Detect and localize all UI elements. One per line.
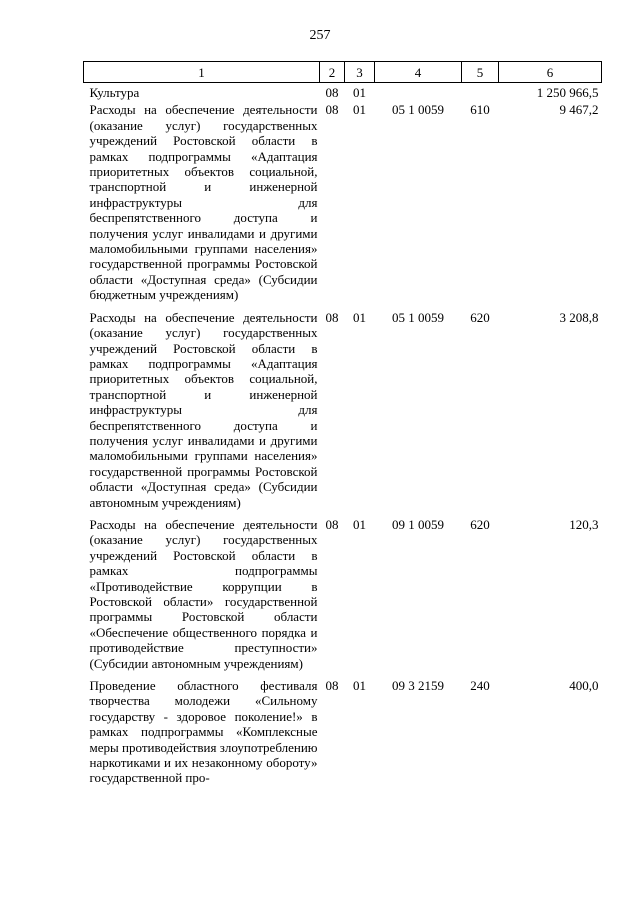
- row-section: 08: [325, 85, 339, 100]
- row-section: 08: [325, 516, 339, 532]
- row-description: Расходы на обеспечение деятельности (оказание услуг) государственных учреждений Ростовской области в рамках подпрограммы «Адаптация приоритетных объектов социальной, транспортной и инженерной инфраструктуры для беспрепятственного доступа и получения услуг инвалидами и другими маломобильными группами населения» государственной программы Ростовской области «Доступная среда» (Субсидии бюджетным учреждениям): [89, 102, 318, 303]
- row-expense-type: 620: [470, 309, 490, 325]
- row-target-article: 09 3 2159: [392, 678, 444, 694]
- table-row: [84, 310, 602, 517]
- header-col-6: 6: [499, 62, 602, 83]
- row-amount: 3 208,8: [559, 309, 599, 325]
- row-subsection: 01: [353, 309, 366, 325]
- row-subsection: 01: [353, 516, 366, 532]
- row-description: Проведение областного фестиваля творчества молодежи «Сильному государству - здоровое поколение!» в рамках подпрограммы «Комплексные меры противодействия злоупотреблению наркотиками и их незаконному обороту» государственной про-: [89, 678, 318, 786]
- row-subsection: 01: [353, 85, 366, 100]
- row-section: 08: [325, 102, 339, 118]
- row-amount: 400,0: [569, 678, 599, 694]
- header-col-5: 5: [462, 62, 499, 83]
- row-expense-type: [462, 83, 499, 103]
- row-description: Расходы на обеспечение деятельности (оказание услуг) государственных учреждений Ростовской области в рамках подпрограммы «Противодействие коррупции в Ростовской области» государственной программы Ростовской области «Обеспечение общественного порядка и противодействие преступности» (Субсидии автономным учреждениям): [89, 516, 318, 671]
- header-col-4: 4: [375, 62, 462, 83]
- row-expense-type: 240: [470, 678, 490, 694]
- table-row: [84, 678, 602, 793]
- row-description: Культура: [89, 85, 140, 100]
- row-target-article: 05 1 0059: [392, 309, 444, 325]
- row-subsection: 01: [353, 678, 366, 694]
- header-col-1: 1: [84, 62, 320, 83]
- row-amount: 1 250 966,5: [536, 85, 599, 100]
- header-col-2: 2: [320, 62, 345, 83]
- row-target-article: 05 1 0059: [392, 102, 444, 118]
- page-number: 257: [309, 28, 331, 43]
- row-section: 08: [325, 678, 339, 694]
- table-row: [84, 517, 602, 678]
- header-col-3: 3: [345, 62, 375, 83]
- row-amount: 9 467,2: [559, 102, 599, 118]
- row-expense-type: 620: [470, 516, 490, 532]
- table-row: [84, 83, 602, 103]
- row-description: Расходы на обеспечение деятельности (оказание услуг) государственных учреждений Ростовской области в рамках подпрограммы «Адаптация приоритетных объектов социальной, транспортной и инженерной инфраструктуры для беспрепятственного доступа и получения услуг инвалидами и другими маломобильными группами населения» государственной программы Ростовской области «Доступная среда» (Субсидии автономным учреждениям): [89, 309, 318, 510]
- row-amount: 120,3: [569, 516, 599, 532]
- table-header-row: [84, 62, 602, 83]
- table-row: [84, 102, 602, 309]
- row-subsection: 01: [353, 102, 366, 118]
- row-target-article: [375, 83, 462, 103]
- row-target-article: 09 1 0059: [392, 516, 444, 532]
- row-expense-type: 610: [470, 102, 490, 118]
- row-section: 08: [325, 309, 339, 325]
- budget-table: [83, 61, 602, 793]
